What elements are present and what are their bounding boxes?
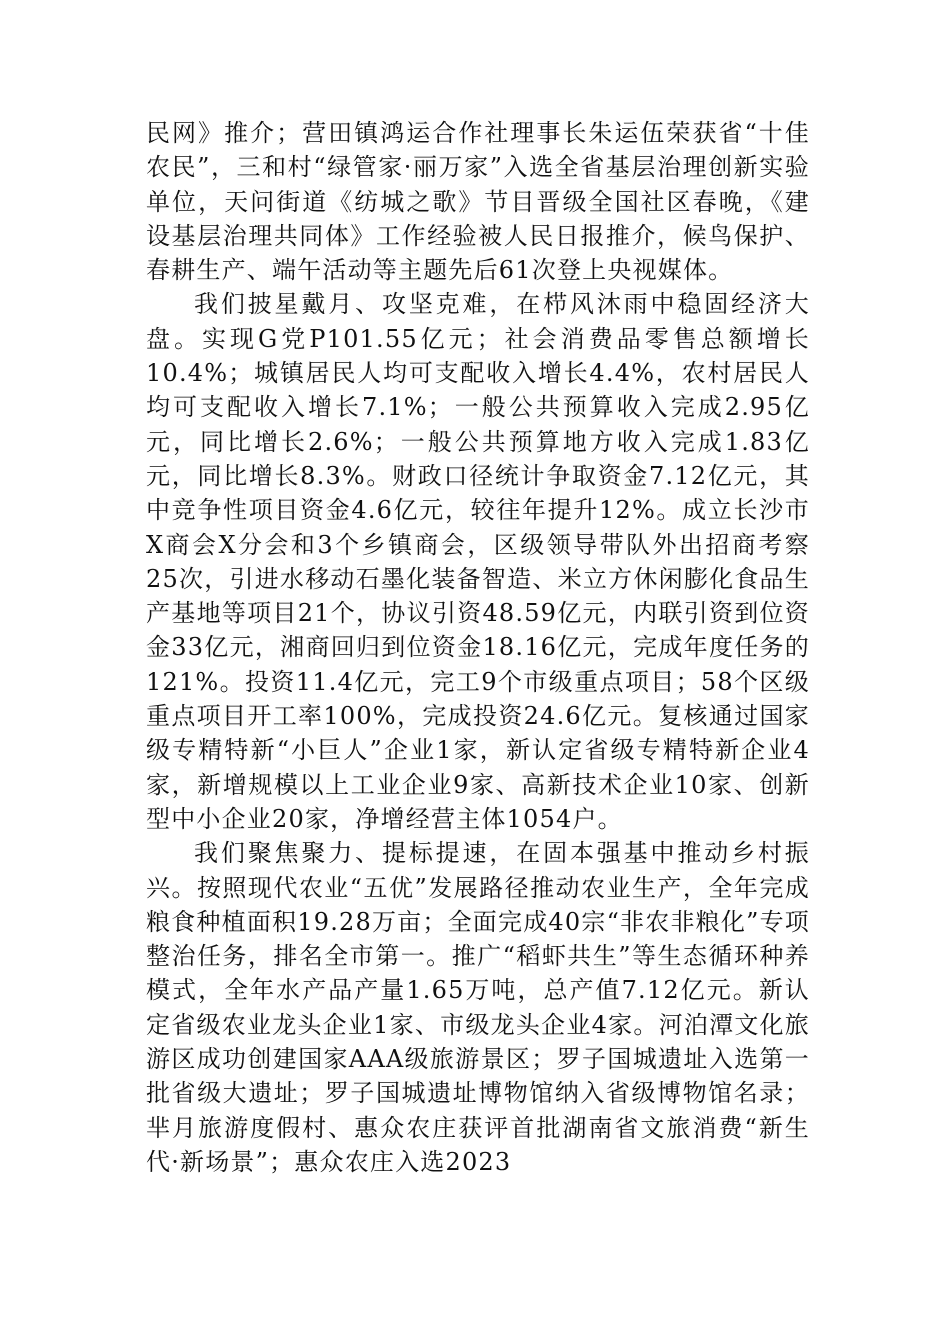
paragraph-3: 我们聚焦聚力、提标提速，在固本强基中推动乡村振兴。按照现代农业“五优”发展路径推动农业生产，全年完成粮食种植面积19.28万亩；全面完成40宗“非农非粮化”专项整治任务，排名全市第一。推广“稻虾共生”等生态循环种养模式，全年水产品产量1.65万吨，总产值7.12亿元。新认定省级农业龙头企业1家、市级龙头企业4家。河泊潭文化旅游区成功创建国家AAA级旅游景区；罗子国城遗址入选第一批省级大遗址；罗子国城遗址博物馆纳入省级博物馆名录；芈月旅游度假村、惠众农庄获评首批湖南省文旅消费“新生代·新场景”；惠众农庄入选2023 bbox=[146, 839, 810, 1176]
paragraph-2: 我们披星戴月、攻坚克难，在栉风沐雨中稳固经济大盘。实现G党P101.55亿元；社会消费品零售总额增长10.4%；城镇居民人均可支配收入增长4.4%，农村居民人均可支配收入增长7.1%；一般公共预算收入完成2.95亿元，同比增长2.6%；一般公共预算地方收入完成1.83亿元，同比增长8.3%。财政口径统计争取资金7.12亿元，其中竞争性项目资金4.6亿元，较往年提升12%。成立长沙市X商会X分会和3个乡镇商会，区级领导带队外出招商考察25次，引进水移动石墨化装备智造、米立方休闲膨化食品生产基地等项目21个，协议引资48.59亿元，内联引资到位资金33亿元，湘商回归到位资金18.16亿元，完成年度任务的121%。投资11.4亿元，完工9个市级重点项目；58个区级重点项目开工率100%，完成投资24.6亿元。复核通过国家级专精特新“小巨人”企业1家，新认定省级专精特新企业4家，新增规模以上工业企业9家、高新技术企业10家、创新型中小企业20家，净增经营主体1054户。 bbox=[146, 290, 810, 833]
paragraph-1: 民网》推介；营田镇鸿运合作社理事长朱运伍荣获省“十佳农民”，三和村“绿管家·丽万家”入选全省基层治理创新实验单位，天问街道《纺城之歌》节目晋级全国社区春晚，《建设基层治理共同体》工作经验被人民日报推介，候鸟保护、春耕生产、端午活动等主题先后61次登上央视媒体。 bbox=[146, 119, 810, 285]
document-body bbox=[146, 116, 810, 1179]
